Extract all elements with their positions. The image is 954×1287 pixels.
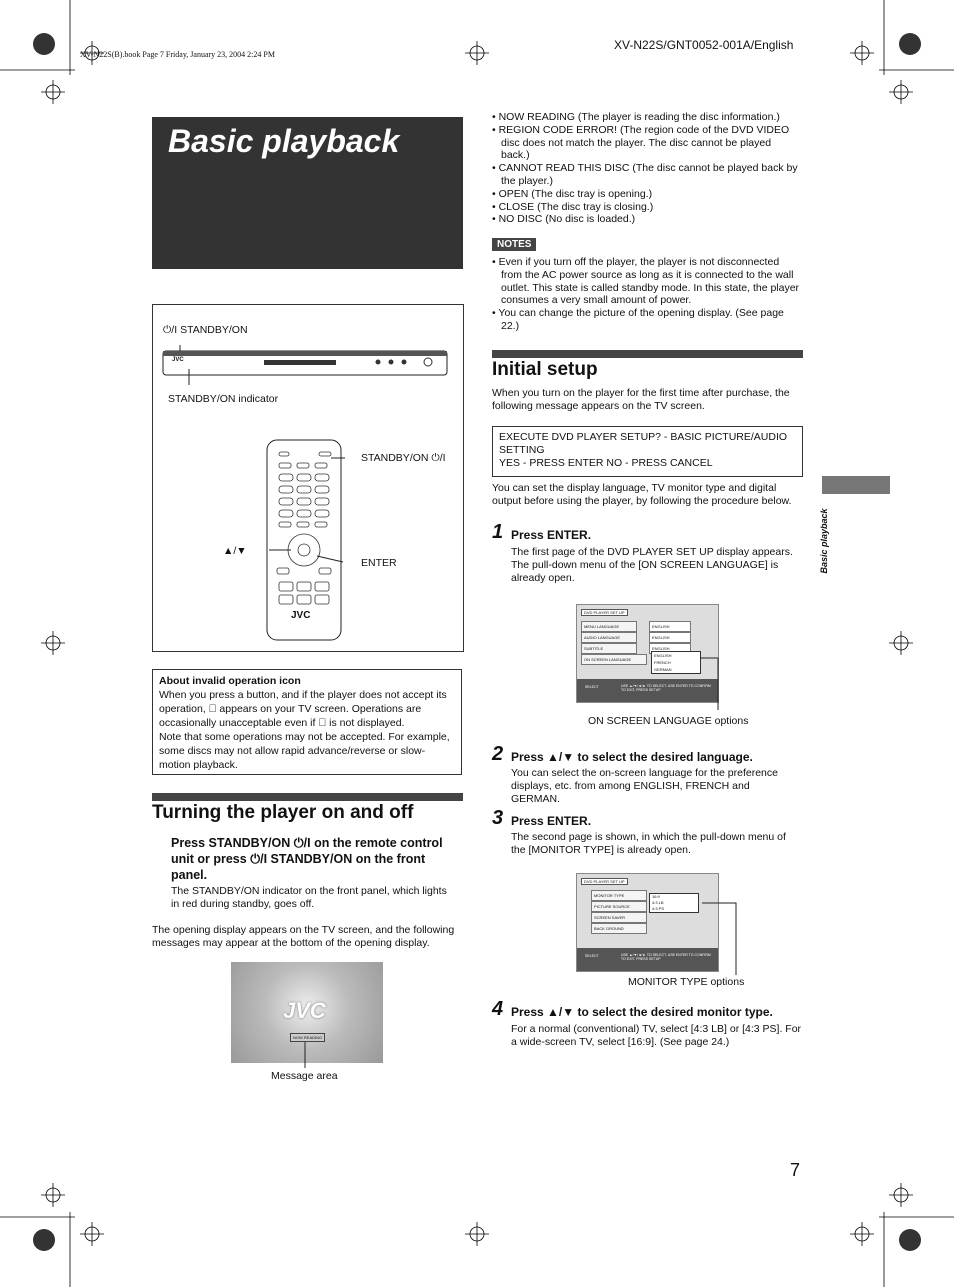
screen-title: DVD PLAYER SET UP xyxy=(581,878,628,885)
step-text: For a normal (conventional) TV, select [4:3 LB] or [4:3 PS]. For a wide-screen TV, select [16:9]. (See page 24.) xyxy=(511,1023,802,1048)
power-icon: ⏻/I xyxy=(163,324,181,336)
step-text: You can select the on-screen language for the preference displays, etc. from among ENGLISH, FRENCH and GERMAN. xyxy=(511,767,778,805)
screen-footer: SELECT USE ▲/▼/◄/► TO SELECT, USE ENTER TO CONFIRM TO EXIT, PRESS SETUP xyxy=(577,679,718,702)
step-text: The second page is shown, in which the pull-down menu of the [MONITOR TYPE] is already open. xyxy=(511,831,786,856)
setup-screen-2 xyxy=(576,873,719,972)
screen-title: DVD PLAYER SET UP xyxy=(581,609,628,616)
notes-badge: NOTES xyxy=(492,238,536,251)
dvd-player-drawing xyxy=(161,345,461,385)
player-brand: JVC xyxy=(172,357,184,363)
screen-rows: MENU LANGUAGE AUDIO LANGUAGE SUBTITLE ON SCREEN LANGUAGE xyxy=(581,621,647,665)
screen1-caption: ON SCREEN LANGUAGE options xyxy=(588,715,749,727)
list-item: • Even if you turn off the player, the player is not disconnected from the AC power source as long as it is connected to the wall outlet. This state is called standby mode. In this state, the player consumes a very small amount of power. xyxy=(492,256,800,307)
standby-top-label: ⏻/I STANDBY/ON xyxy=(163,324,248,336)
step-title: Press ▲/▼ to select the desired language. xyxy=(511,750,753,764)
page-number: 7 xyxy=(790,1160,801,1180)
remote-standby-label: STANDBY/ON ⏻/I xyxy=(361,452,446,464)
header-model: XV-N22S/GNT0052-001A/English xyxy=(614,38,794,52)
setup-heading: Initial setup xyxy=(492,359,598,380)
standby-indicator-label: STANDBY/ON indicator xyxy=(168,393,279,405)
section-bar xyxy=(152,793,463,801)
header-book-info: XV-N22S(B).book Page 7 Friday, January 23, 2004 2:24 PM xyxy=(80,50,275,59)
list-item: • REGION CODE ERROR! (The region code of the DVD VIDEO disc does not match the player. The disc cannot be played back.) xyxy=(492,123,790,162)
turning-para: The opening display appears on the TV screen, and the following messages may appear at the bottom of the opening display. xyxy=(152,924,455,949)
invalid-box-line: motion playback. xyxy=(159,759,238,771)
arrows-label: ▲/▼ xyxy=(223,545,247,557)
list-item: • NOW READING (The player is reading the disc information.) xyxy=(492,111,780,123)
invalid-box-line: occasionally unacceptable even if is not displayed. xyxy=(159,717,405,729)
screen-message: NOW READING xyxy=(290,1033,325,1042)
setup-intro: When you turn on the player for the first time after purchase, the following message appears on the TV screen. xyxy=(492,387,790,412)
caption-leader xyxy=(700,895,750,977)
step-title: Press ENTER. xyxy=(511,528,592,542)
step-number: 4 xyxy=(492,998,504,1020)
invalid-box-line: some discs may not allow rapid advance/reverse or slow- xyxy=(159,745,426,757)
screen-values: ENGLISH ENGLISH ENGLISH xyxy=(649,621,691,654)
message-area-caption: Message area xyxy=(271,1070,338,1082)
turning-instruction: Press STANDBY/ON ⏻/I on the remote control unit or press ⏻/I STANDBY/ON on the front panel. xyxy=(171,836,443,882)
turning-heading: Turning the player on and off xyxy=(152,802,414,823)
monitor-dropdown: 16:9 4:3 LB 4:3 PS xyxy=(649,893,699,913)
step-title: Press ▲/▼ to select the desired monitor type. xyxy=(511,1005,773,1019)
screen2-caption: MONITOR TYPE options xyxy=(628,976,745,988)
invalid-box-line: When you press a button, and if the player does not accept its xyxy=(159,689,447,701)
title-box xyxy=(152,117,463,269)
side-tab xyxy=(822,476,890,494)
remote-brand: JVC xyxy=(291,610,311,621)
invalid-box-line: Note that some operations may not be accepted. For example, xyxy=(159,731,450,743)
caption-leader xyxy=(690,650,740,714)
list-item: • CLOSE (The disc tray is closing.) xyxy=(492,200,654,213)
screen-brand: JVC xyxy=(283,998,326,1023)
screen-rows: MONITOR TYPE PICTURE SOURCE SCREEN SAVER BACK GROUND xyxy=(591,890,647,934)
turning-desc: The STANDBY/ON indicator on the front panel, which lights in red during standby, goes off. xyxy=(171,885,447,910)
page-title: Basic playback xyxy=(168,123,400,159)
list-item: • CANNOT READ THIS DISC (The disc cannot be played back by the player.) xyxy=(492,162,798,187)
setup-message-box: EXECUTE DVD PLAYER SETUP? - BASIC PICTURE/AUDIO SETTING YES - PRESS ENTER NO - PRESS CANCEL xyxy=(492,426,803,477)
language-dropdown: ENGLISH FRENCH GERMAN xyxy=(651,651,701,674)
step-number: 1 xyxy=(492,521,504,543)
invalid-box-line: operation, appears on your TV screen. Operations are xyxy=(159,703,422,715)
invalid-box-heading: About invalid operation icon xyxy=(159,675,301,687)
step-number: 2 xyxy=(492,743,504,765)
list-item: • You can change the picture of the opening display. (See page 22.) xyxy=(492,307,784,332)
message-list xyxy=(492,111,802,226)
power-icon: ⏻/I xyxy=(293,836,311,850)
setup-para: You can set the display language, TV monitor type and digital output before using the player, by following the procedure below. xyxy=(492,482,792,507)
screen-footer: SELECT USE ▲/▼/◄/► TO SELECT, USE ENTER TO CONFIRM TO EXIT, PRESS SETUP xyxy=(577,948,718,971)
step-text: The first page of the DVD PLAYER SET UP display appears. The pull-down menu of the [ON SCREEN LANGUAGE] is already open. xyxy=(511,546,793,584)
step-title: Press ENTER. xyxy=(511,814,592,828)
player-figure xyxy=(152,304,464,652)
notes-list xyxy=(492,256,802,333)
power-icon: ⏻/I xyxy=(428,452,446,464)
enter-label: ENTER xyxy=(361,557,397,569)
list-item: • NO DISC (No disc is loaded.) xyxy=(492,213,636,226)
invalid-operation-box xyxy=(152,669,462,775)
step-number: 3 xyxy=(492,807,504,829)
side-tab-label: Basic playback xyxy=(819,508,829,574)
section-bar xyxy=(492,350,803,358)
message-area-leader xyxy=(290,1040,310,1070)
power-icon: ⏻/I xyxy=(250,852,268,866)
list-item: • OPEN (The disc tray is opening.) xyxy=(492,187,653,200)
